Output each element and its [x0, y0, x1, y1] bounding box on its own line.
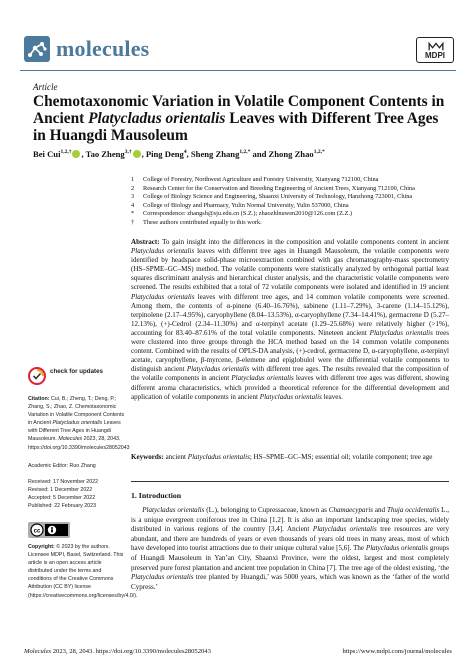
affiliation-marker: 3 [131, 193, 135, 201]
journal-header [24, 36, 454, 66]
affiliation-text: College of Biology and Pharmacy, Yulin Normal University, Yulin 537000, China [143, 201, 349, 209]
cc-by-license-badge[interactable] [28, 522, 70, 538]
orcid-icon[interactable] [133, 150, 141, 158]
affiliation-text: College of Forestry, Northwest Agriculture and Forestry University, Xianyang 712100, China [143, 176, 379, 183]
affiliation-item [131, 202, 451, 211]
received-date: Received: 17 November 2022 [28, 479, 99, 485]
affiliation-marker: 2 [131, 184, 135, 192]
abstract: Abstract: To gain insight into the differences in the composition and volatile components content in ancient Platycladus orientalis leaves with different tree ages in Huangdi Mausoleum, the volatile components were identified by headspace solid-phase microextraction combined with gas chromatography-mass spectrometry (HS–SPME–GC–MS) method. The volatile components were statistically analyzed by orthogonal partial least squares discriminant analysis and hierarchical cluster analysis, and the characteristic volatile components were screened. The results exhibited that a total of 72 volatile components were isolated and identified in 19 ancient Platycladus orientalis leaves with different tree ages, and 14 common volatile components were screened. Among them, the contents of α-pinene (6.40–16.76%), sabinene (1.11–7.29%), 3-carene (1.14–15.12%), terpinolene (2.17–4.95%), caryophyllene (8.04–13.53%), α-caryophyllene (7.34–14.41%), germacrene D (5.27–12.13%), (+)-Cedrol (2.34–11.30%) and α-terpinyl acetate (1.29–25.68%) were relatively higher (>1%), accounting for 83.40–87.61% of the total volatile components. Nineteen ancient Platycladus orientalis trees were clustered into three groups through the HCA method based on the 14 common volatile components content. Combined with the results of OPLS-DA analysis, (+)-cedrol, germacrene D, α-caryophyllene, α-terpinyl acetate, caryophyllene, β-myrcene, β-elemene and epiglobulol were the differential volatile components to distinguish ancient Platycladus orientalis with different tree ages. The results revealed that the composition of the volatile components in ancient Platycladus orientalis leaves with different tree ages was different, showing different aroma characteristics, which provided a theoretical reference for the differential development and application of volatile components in ancient Platycladus orientalis leaves. [131, 238, 450, 401]
author-affiliation-marker: 1,2,* [239, 149, 251, 156]
journal-name[interactable]: molecules [56, 36, 150, 61]
check-for-updates-button[interactable] [28, 367, 126, 389]
article-title: Chemotaxonomic Variation in Volatile Component Contents in Ancient Platycladus orientalis Leaves with Different Tree Ages in Huangdi Mausoleum [33, 93, 445, 144]
author-name: Sheng Zhang [190, 149, 240, 159]
author-entry[interactable] [86, 149, 142, 159]
affiliation-marker: 1 [131, 176, 135, 183]
orcid-icon[interactable] [72, 150, 80, 158]
affiliation-item [131, 210, 451, 219]
cc-by-icon [28, 522, 70, 538]
affiliation-marker: 4 [131, 201, 135, 209]
check-updates-label: check for updates [50, 368, 103, 375]
affiliation-item [131, 193, 451, 202]
revised-date: Revised: 1 December 2022 [28, 487, 93, 494]
author-name: Bei Cui [33, 149, 61, 159]
footer-journal-link[interactable]: https://www.mdpi.com/journal/molecules [342, 648, 452, 655]
affiliation-text: Correspondence: zhangsh@sju.edu.cn (S.Z.); zhaozhlnuwen2010@126.com (Z.Z.) [143, 210, 353, 218]
author-entry[interactable] [146, 149, 187, 159]
affiliation-text: Research Center for the Conservation and Breeding Engineering of Ancient Trees, Xianyang 712100, China [143, 184, 415, 192]
author-list: Bei Cui$^{1,2,\dagger}$ , Tao Zheng$^{3,\dagger}$ , Ping Deng$^4$, Sheng Zhang$^{1,2,*}$ and Zhong Zhao$^{1,2,*}$ [33, 149, 325, 159]
affiliation-item [131, 185, 451, 194]
author-entry[interactable] [269, 149, 325, 159]
author-affiliation-marker: 3,† [124, 149, 132, 156]
check-updates-icon [28, 367, 46, 385]
affiliation-marker: † [131, 218, 135, 226]
keywords: Keywords: ancient Platycladus orientalis; HS–SPME–GC–MS; essential oil; volatile component; tree age [131, 453, 433, 461]
affiliation-item [131, 176, 451, 185]
citation-block: Citation: Cui, B.; Zheng, T.; Deng, P.; Zhang, S.; Zhao, Z. Chemotaxonomic Variation in Volatile Component Contents in Ancient Platycladus orientalis Leaves with Different Tree Ages in Huangdi Mausoleum. Molecules 2023, 28, 2043. https://doi.org/10.3390/molecules28052043 [28, 396, 130, 451]
mdpi-label: MDPI [425, 51, 445, 60]
author-name: Zhong Zhao [268, 149, 314, 159]
publication-dates [28, 478, 126, 510]
author-affiliation-marker: 1,2,* [313, 149, 325, 156]
author-name: Tao Zheng [85, 149, 125, 159]
academic-editor: Academic Editor: Ruo Zhang [28, 463, 96, 469]
author-entry[interactable] [191, 149, 250, 159]
introduction-paragraph: Platycladus orientalis (L.), belonging to Cupressaceae, known as Chamaecyparis and Thuja occidentalis L., is a unique evergreen coniferous tree in China [1,2]. It is also an important landscaping tree species, widely distributed in various regions of the country [3,4]. Ancient Platycladus orientalis tree resources are very abundant, and there are hundreds of years or even thousands of years old trees in many areas, most of which have developed into tourist attractions due to their unique cultural value [5,6]. The Platycladus orientalis groups of Huangdi Mausoleum in Yan’an City, Shaanxi Province, were the oldest, largest and most completely preserved pure forest plantation and ancient tree population in China [7]. The tree age of the oldest existing, ‘the Platycladus orientalis tree planted by Huangdi,’ was 5000 years, which was known as the ‘father of the world Cypress.’ [131, 506, 450, 591]
affiliations [131, 176, 451, 228]
molecules-logo-icon [24, 36, 50, 62]
footer-citation: Molecules 2023, 28, 2043. https://doi.org/10.3390/molecules28052043 [24, 648, 211, 655]
copyright-notice: Copyright: © 2023 by the authors. Licensee MDPI, Basel, Switzerland. This article is an open access article distributed under the terms and conditions of the Creative Commons Attribution (CC BY) license (https://creativecommons.org/licenses/by/4.0/). [28, 544, 138, 599]
section-heading-introduction: 1. Introduction [131, 491, 182, 500]
mdpi-logo[interactable] [416, 37, 454, 63]
affiliation-text: College of Biology Science and Engineering, Shaanxi University of Technology, Hanzhong 723001, China [143, 193, 413, 201]
svg-text:cc: cc [33, 528, 41, 535]
author-affiliation-marker: 1,2,† [60, 149, 72, 156]
author-name: Ping Deng [145, 149, 184, 159]
author-entry[interactable] [33, 149, 81, 159]
affiliation-item [131, 219, 451, 228]
accepted-date: Accepted: 5 December 2022 [28, 495, 96, 502]
published-date: Published: 22 February 2023 [28, 503, 97, 510]
keywords-rule [131, 481, 449, 482]
author-affiliation-marker: 4 [183, 149, 187, 156]
affiliation-text: These authors contributed equally to this work. [143, 218, 262, 226]
article-type: Article [33, 82, 58, 92]
header-rule [20, 70, 456, 71]
affiliation-marker: * [131, 210, 135, 218]
